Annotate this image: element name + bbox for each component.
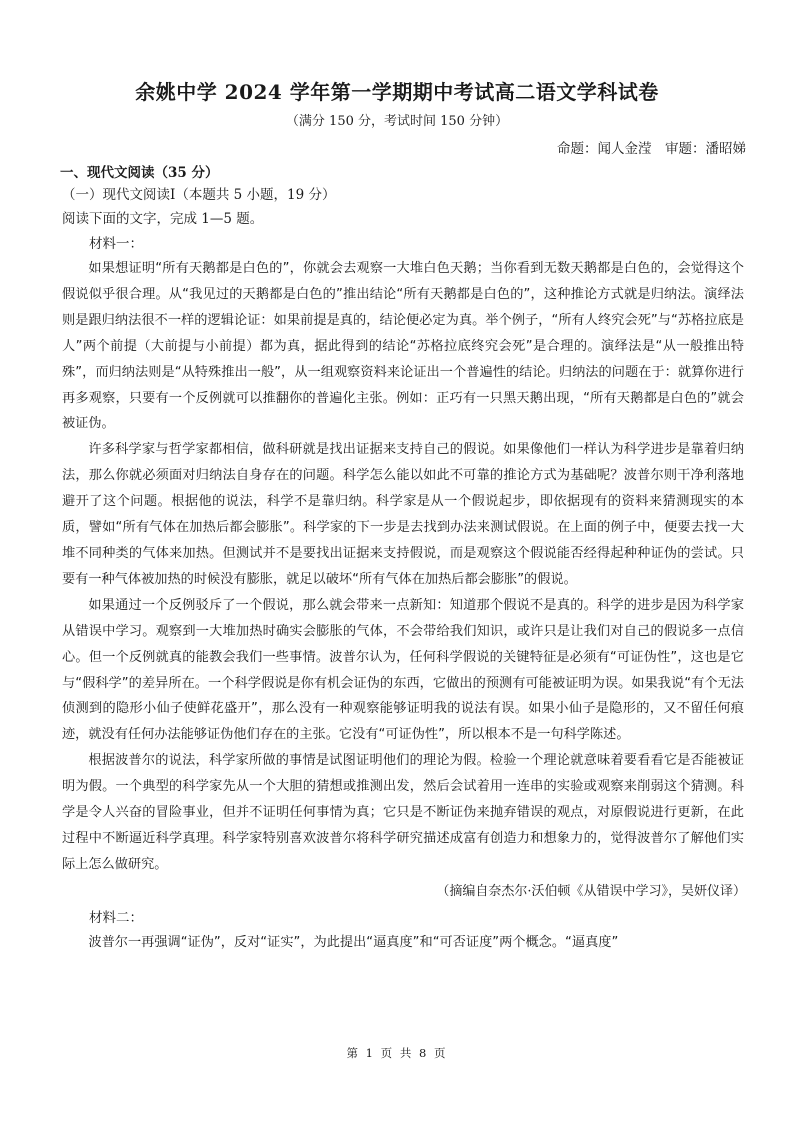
paragraph: 根据波普尔的说法，科学家所做的事情是试图证明他们的理论为假。检验一个理论就意味着要看看它是否能被证明为假。一个典型的科学家先从一个大胆的猜想或推测出发，然后会试着用一连串的实验或观察来削弱这个猜测。科学是令人兴奋的冒险事业，但并不证明任何事情为真；它只是不断证伪来抛弃错误的观点，对原假说进行更新，在此过程中不断逼近科学真理。科学家特别喜欢波普尔将科学研究描述成富有创造力和想象力的，觉得波普尔了解他们实际上怎么做研究。 [62, 753, 744, 872]
material-two-label: 材料二： [89, 909, 143, 926]
exam-authors: 命题：闻人金滢 审题：潘昭娣 [557, 141, 746, 157]
material-one-label: 材料一： [89, 236, 143, 252]
exam-content [62, 162, 744, 956]
source-citation: （摘编自奈杰尔·沃伯顿《从错误中学习》，吴妍仪译） [436, 883, 746, 899]
part-heading: （一）现代文阅读Ⅰ（本题共 5 小题，19 分） [62, 187, 336, 203]
section-heading: 一、现代文阅读（35 分） [60, 165, 219, 181]
reading-instruction: 阅读下面的文字，完成 1—5 题。 [62, 211, 264, 227]
exam-subtitle: （满分 150 分，考试时间 150 分钟） [285, 114, 509, 129]
page-number: 第 1 页 共 8 页 [346, 1046, 448, 1060]
paragraph: 如果通过一个反例驳斥了一个假说，那么就会带来一点新知：知道那个假说不是真的。科学的进步是因为科学家从错误中学习。观察到一大堆加热时确实会膨胀的气体，不会带给我们知识，或许只是让我们对自己的假说多一点信心。但一个反例就真的能教会我们一些事情。波普尔认为，任何科学假说的关键特征是必须有“可证伪性”，这也是它与“假科学”的差异所在。一个科学假说是你有机会证伪的东西，它做出的预测有可能被证明为误。如果我说“有个无法侦测到的隐形小仙子使鲜花盛开”，那么没有一种观察能够证明我的说法有误。如果小仙子是隐形的，又不留任何痕迹，就没有任何办法能够证伪他们存在的主张。它没有“可证伪性”，所以根本不是一句科学陈述。 [62, 597, 744, 743]
paragraph: 如果想证明“所有天鹅都是白色的”，你就会去观察一大堆白色天鹅；当你看到无数天鹅都是白色的，会觉得这个假说似乎很合理。从“我见过的天鹅都是白色的”推出结论“所有天鹅都是白色的”，这种推论方式就是归纳法。演绎法则是跟归纳法很不一样的逻辑论证：如果前提是真的，结论便必定为真。举个例子，“所有人终究会死”与“苏格拉底是人”两个前提（大前提与小前提）都为真，据此得到的结论“苏格拉底终究会死”是合理的。演绎法是“从一般推出特殊”，而归纳法则是“从特殊推出一般”，从一组观察资料来论证出一个普遍性的结论。归纳法的问题在于：就算你进行再多观察，只要有一个反例就可以推翻你的普遍化主张。例如：正巧有一只黑天鹅出现，“所有天鹅都是白色的”就会被证伪。 [62, 261, 744, 432]
exam-title: 余姚中学 2024 学年第一学期期中考试高二语文学科试卷 [135, 80, 659, 104]
paragraph: 许多科学家与哲学家都相信，做科研就是找出证据来支持自己的假说。如果像他们一样认为科学进步是靠着归纳法，那么你就必须面对归纳法自身存在的问题。科学怎么能以如此不可靠的推论方式为基础呢？波普尔则干净利落地避开了这个问题。根据他的说法，科学不是靠归纳。科学家是从一个假说起步，即依据现有的资料来猜测现实的本质，譬如“所有气体在加热后都会膨胀”。科学家的下一步是去找到办法来测试假说。在上面的例子中，便要去找一大堆不同种类的气体来加热。但测试并不是要找出证据来支持假说，而是观察这个假说能否经得起种种证伪的尝试。只要有一种气体被加热的时候没有膨胀，就足以破坏“所有气体在加热后都会膨胀”的假说。 [62, 442, 744, 587]
paragraph: 波普尔一再强调“证伪”，反对“证实”，为此提出“逼真度”和“可否证度”两个概念。“逼真度” [88, 934, 619, 950]
